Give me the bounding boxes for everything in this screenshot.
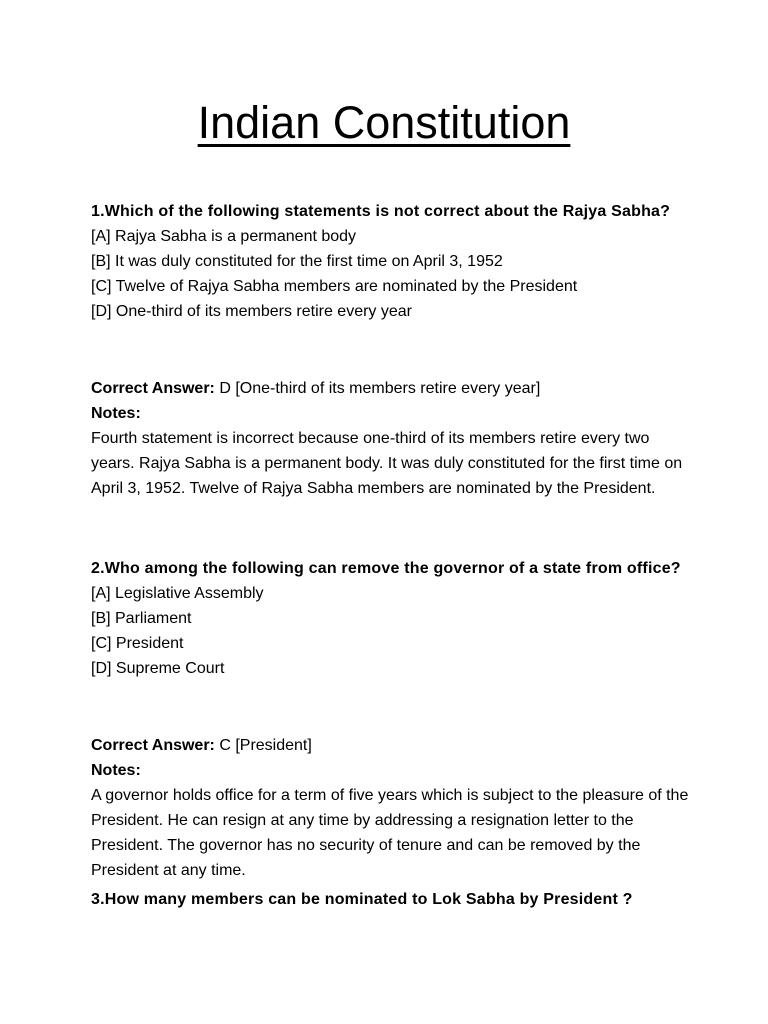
- option-c: [C] President: [91, 635, 184, 652]
- notes-label: Notes:: [91, 405, 141, 422]
- option-d: [D] One-third of its members retire every year: [91, 303, 412, 320]
- answer-block-1: [91, 376, 691, 501]
- option-b: [B] Parliament: [91, 610, 192, 627]
- correct-answer-value: D [One-third of its members retire every year]: [214, 380, 541, 397]
- answer-block-2: [91, 733, 691, 883]
- notes-label: Notes:: [91, 762, 141, 779]
- notes-text: A governor holds office for a term of five years which is subject to the pleasure of the President. He can resign at any time by addressing a resignation letter to the President. The governor has no security of tenure and can be removed by the President at any time.: [91, 787, 689, 879]
- question-text: 2.Who among the following can remove the governor of a state from office?: [91, 560, 681, 577]
- notes-text: Fourth statement is incorrect because one-third of its members retire every two years. Rajya Sabha is a permanent body. It was duly constituted for the first time on April 3, 1952. Twelve of Rajya Sabha members are nominated by the President.: [91, 430, 683, 497]
- correct-answer: [91, 733, 691, 758]
- question-text-3: 3.How many members can be nominated to Lok Sabha by President ?: [91, 891, 633, 908]
- question-text: 1.Which of the following statements is not correct about the Rajya Sabha?: [91, 203, 671, 220]
- option-b: [B] It was duly constituted for the first time on April 3, 1952: [91, 253, 503, 270]
- correct-answer-label: Correct Answer:: [91, 737, 215, 754]
- correct-answer: [91, 376, 691, 401]
- page-title: [0, 93, 768, 153]
- correct-answer-value: C [President]: [214, 737, 312, 754]
- option-c: [C] Twelve of Rajya Sabha members are nominated by the President: [91, 278, 578, 295]
- option-d: [D] Supreme Court: [91, 660, 225, 677]
- page-title-text: Indian Constitution: [197, 97, 571, 148]
- option-a: [A] Legislative Assembly: [91, 585, 264, 602]
- question-block-2: [91, 556, 691, 681]
- correct-answer-label: Correct Answer:: [91, 380, 215, 397]
- question-block-1: [91, 199, 691, 324]
- option-a: [A] Rajya Sabha is a permanent body: [91, 228, 357, 245]
